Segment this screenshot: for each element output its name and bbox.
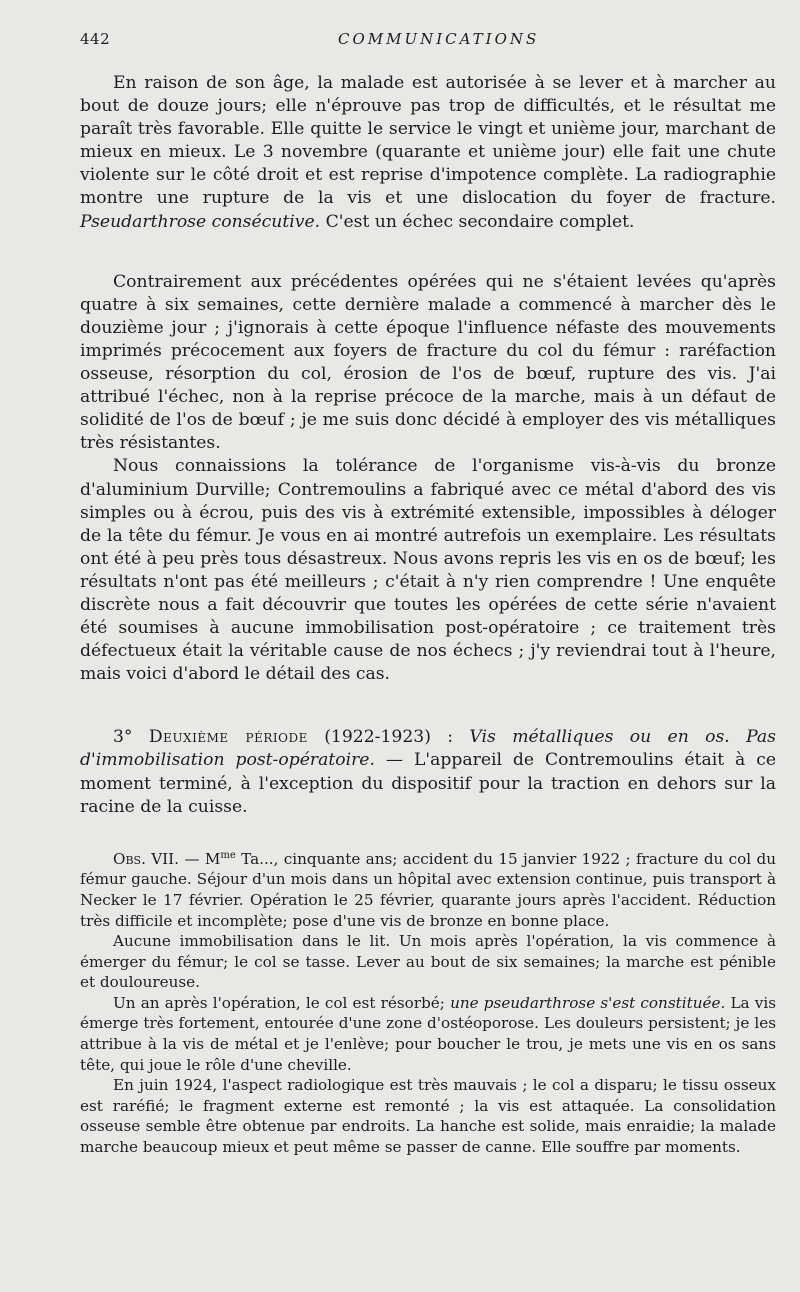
observation-paragraph-4: En juin 1924, l'aspect radiologique est très mauvais ; le col a disparu; le tissu osseux est raréfié; le fragment externe est remonté ; la vis est attaquée. La consolidation osseuse semble être obtenue par endroits. La hanche est solide, mais enraidie; la malade marche beaucoup mieux et peut même se passer de canne. Elle souffre par moments. (80, 1076, 776, 1157)
observation-paragraph-3 (80, 993, 776, 1075)
observation-paragraph-1 (80, 849, 776, 931)
main-text (80, 72, 776, 819)
observation-label: Obs. VII. (113, 849, 180, 868)
page-number: 442 (80, 30, 111, 48)
section-subtitle: Vis métalliques ou en os. Pas d'immobilisation post-opératoire. (80, 727, 776, 771)
paragraph-1-end: C'est un échec secondaire complet. (320, 211, 635, 232)
observation-intro-b: Ta..., cinquante ans; accident du 15 janvier 1922 ; fracture du col du fémur gauche. Séjour d'un mois dans un hôpital avec extension continue, puis transport à Necker le 17 février. Opération le 25 février, quarante jours après l'accident. Réduction très difficile et incomplète; pose d'une vis de bronze en bonne place. (80, 849, 776, 930)
paragraph-2: Contrairement aux précédentes opérées qui ne s'étaient levées qu'après quatre à six semaines, cette dernière malade a commencé à marcher dès le douzième jour ; j'ignorais à cette époque l'influence néfaste des mouvements imprimés précocement aux foyers de fracture du col du fémur : raréfaction osseuse, résorption du col, érosion de l'os de bœuf, rupture des vis. J'ai attribué l'échec, non à la reprise précoce de la marche, mais à un défaut de solidité de l'os de bœuf ; je me suis donc décidé à employer des vis métalliques très résistantes. (80, 271, 776, 454)
observation-p3-b: La vis émerge très fortement, entourée d'une zone d'ostéoporose. Les douleurs persistent; je les attribue à la vis de métal et je l'enlève; pour boucher le trou, je mets une vis en os sans tête, qui joue le rôle d'une cheville. (80, 993, 777, 1074)
paragraph-1-italic: Pseudarthrose consécutive. (80, 211, 321, 232)
observation-intro-sup: me (220, 849, 236, 861)
section-number: 3° (113, 727, 133, 748)
section-title: Deuxième période (148, 727, 308, 748)
observation-intro-a: — M (179, 849, 221, 868)
running-title: COMMUNICATIONS (338, 30, 540, 48)
paragraph-1 (80, 72, 776, 234)
observation-p3-italic: une pseudarthrose s'est constituée. (450, 993, 726, 1012)
paragraph-1-text: En raison de son âge, la malade est autorisée à se lever et à marcher au bout de douze jours; elle n'éprouve pas trop de difficultés, et le résultat me paraît très favorable. Elle quitte le service le vingt et unième jour, marchant de mieux en mieux. Le 3 novembre (quarante et unième jour) elle fait une chute violente sur le côté droit et est reprise d'impotence complète. La radiographie montre une rupture de la vis et une dislocation du foyer de fracture. (80, 73, 776, 209)
section-text: — L'appareil de Contremoulins était à ce moment terminé, à l'exception du dispositif pour la traction en dehors sur la racine de la cuisse. (80, 750, 776, 817)
page-header (80, 26, 780, 56)
paragraph-3: Nous connaissions la tolérance de l'organisme vis-à-vis du bronze d'aluminium Durville; Contremoulins a fabriqué avec ce métal d'abord des vis simples ou à écrou, puis des vis à extrémité extensible, impossibles à déloger de la tête du fémur. Je vous en ai montré autrefois un exemplaire. Les résultats ont été à peu près tous désastreux. Nous avons repris les vis en os de bœuf; les résultats n'ont pas été meilleurs ; c'était à n'y rien comprendre ! Une enquête discrète nous a fait découvrir que toutes les opérées de cette série n'avaient été soumises à aucune immobilisation post-opératoire ; ce traitement très défectueux était la véritable cause de nos échecs ; j'y reviendrai tout à l'heure, mais voici d'abord le détail des cas. (80, 456, 776, 685)
section-heading-paragraph (80, 726, 776, 818)
observation-block (80, 849, 776, 1158)
observation-paragraph-2: Aucune immobilisation dans le lit. Un mois après l'opération, la vis commence à émerger du fémur; le col se tasse. Lever au bout de six semaines; la marche est pénible et douloureuse. (80, 932, 776, 992)
observation-p3-a: Un an après l'opération, le col est résorbé; (113, 993, 451, 1012)
section-dates: (1922-1923) : (307, 727, 470, 748)
